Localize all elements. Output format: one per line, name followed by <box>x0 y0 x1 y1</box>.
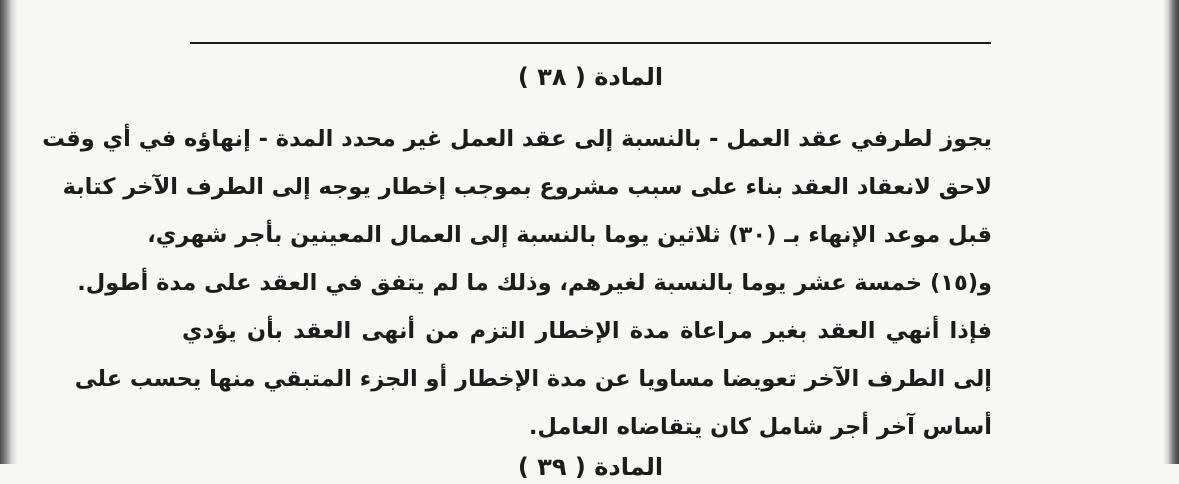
body-line-2: لاحق لانعقاد العقد بناء على سبب مشروع بموجب إخطار يوجه إلى الطرف الآخر كتابة <box>62 174 992 200</box>
article-39-heading-cutoff: المادة ( ٣٩ ) <box>517 453 664 481</box>
page-edge-shadow-right <box>1163 0 1179 464</box>
article-38-body <box>42 115 992 451</box>
body-line-6: إلى الطرف الآخر تعويضا مساويا عن مدة الإخطار أو الجزء المتبقي منها يحسب على <box>74 366 992 392</box>
body-line-5: فإذا أنهي العقد بغير مراعاة مدة الإخطار التزم من أنهى العقد بأن يؤدي <box>182 318 992 344</box>
article-38-heading: المادة ( ٣٨ ) <box>517 63 664 91</box>
body-line-7: أساس آخر أجر شامل كان يتقاضاه العامل. <box>528 414 992 440</box>
page-fold-shadow-left <box>0 0 18 464</box>
body-line-3: قبل موعد الإنهاء بـ (٣٠) ثلاثين يوما بالنسبة إلى العمال المعينين بأجر شهري، <box>147 222 992 248</box>
top-horizontal-rule <box>190 42 991 44</box>
body-line-4: و(١٥) خمسة عشر يوما بالنسبة لغيرهم، وذلك ما لم يتفق في العقد على مدة أطول. <box>77 270 992 296</box>
body-line-1: يجوز لطرفي عقد العمل - بالنسبة إلى عقد العمل غير محدد المدة - إنهاؤه في أي وقت <box>42 126 992 152</box>
